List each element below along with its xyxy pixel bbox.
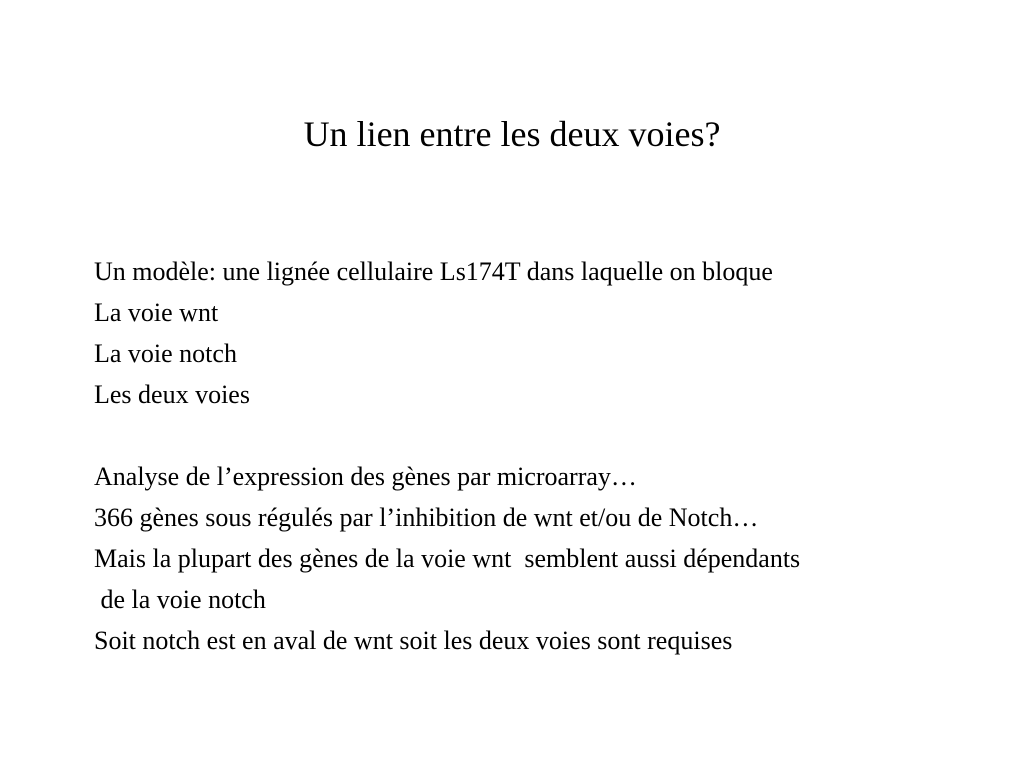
body-line-notch-pathway: La voie notch xyxy=(94,339,237,368)
body-line-366-genes: 366 gènes sous régulés par l’inhibition de wnt et/ou de Notch… xyxy=(94,503,759,532)
body-line-spacer xyxy=(94,415,1024,456)
slide-body xyxy=(94,251,1024,661)
body-line-notch-continuation: de la voie notch xyxy=(94,585,266,614)
body-line-wnt-genes-dependent: Mais la plupart des gènes de la voie wnt semblent aussi dépendants xyxy=(94,544,801,573)
slide-title: Un lien entre les deux voies? xyxy=(303,114,721,154)
body-line-wnt-pathway: La voie wnt xyxy=(94,298,219,327)
body-line-model: Un modèle: une lignée cellulaire Ls174T dans laquelle on bloque xyxy=(94,257,773,286)
body-line-both-pathways: Les deux voies xyxy=(94,380,250,409)
body-line-conclusion: Soit notch est en aval de wnt soit les deux voies sont requises xyxy=(94,626,733,655)
body-line-microarray: Analyse de l’expression des gènes par microarray… xyxy=(94,462,637,491)
